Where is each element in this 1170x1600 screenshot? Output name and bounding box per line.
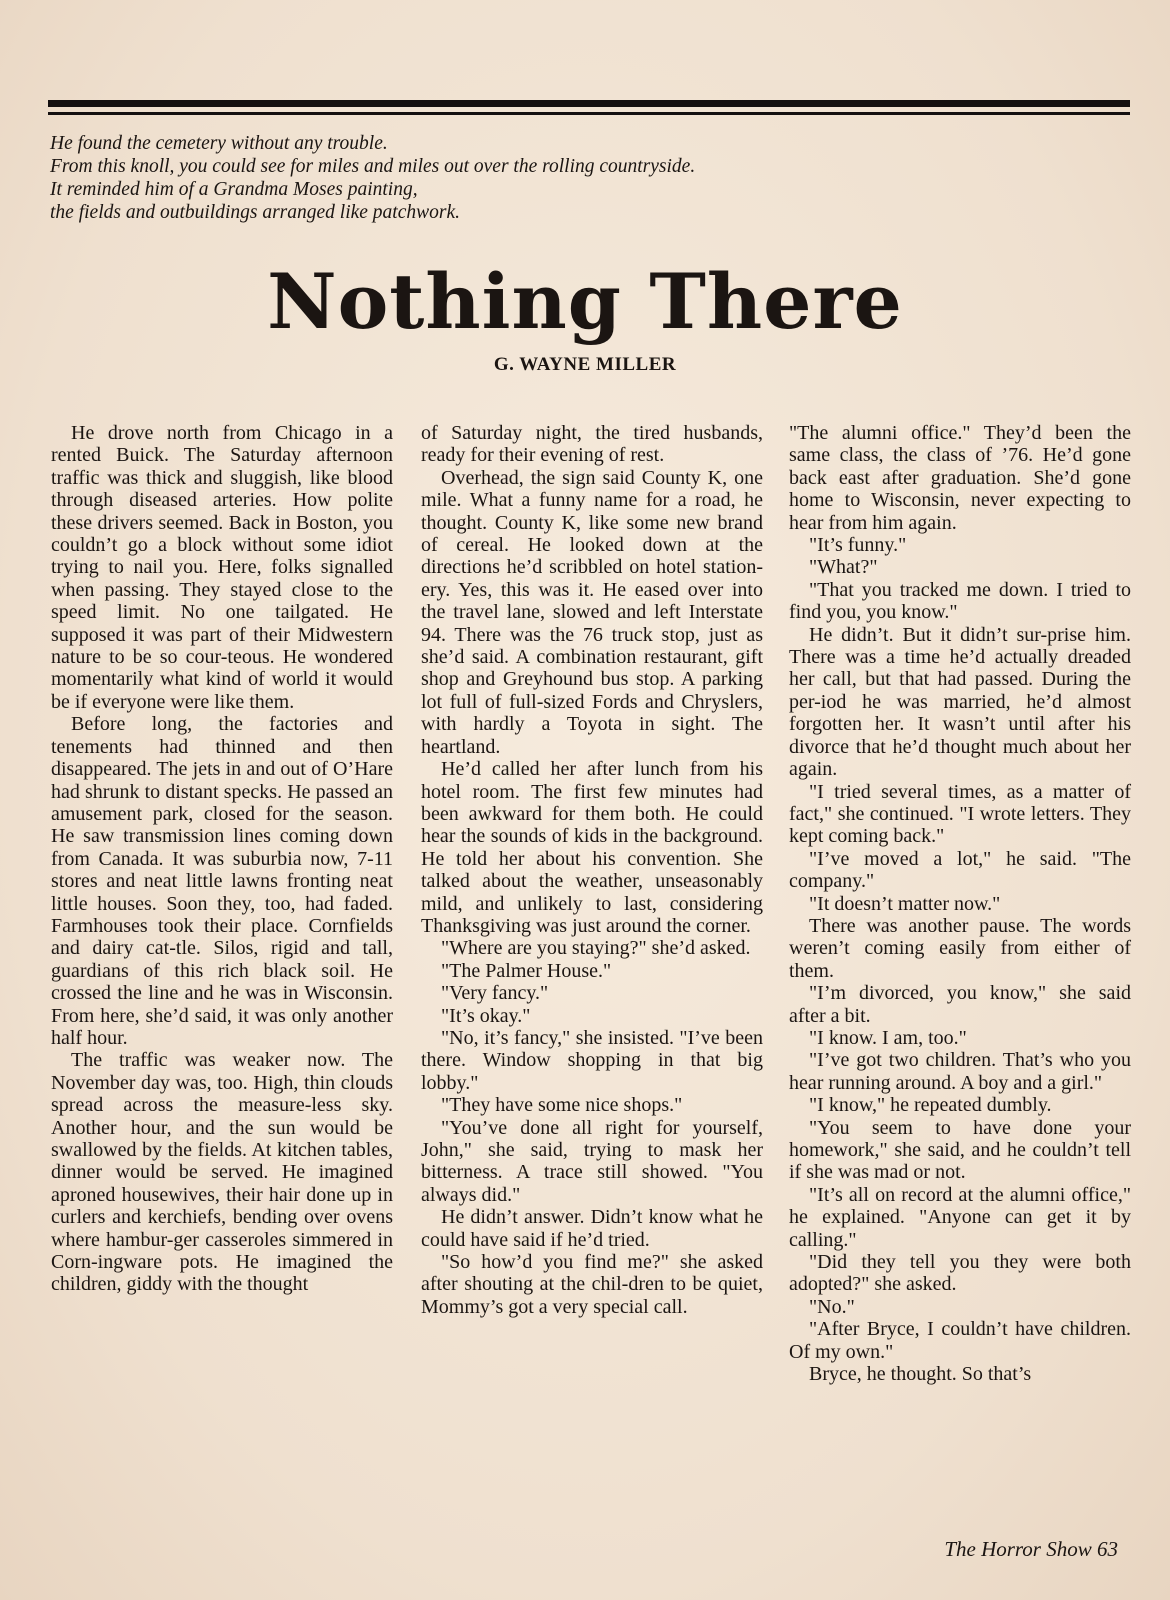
paragraph: "Very fancy."	[441, 982, 549, 1005]
paragraph: Before long, the factories and tenements had thinned and then disappeared. The jets in and out of O’Hare had shrunk to distant specks. He passed an amusement park, closed for the season. He saw transmission lines coming down from Canada. It was suburbia now, 7-11 stores and neat little lawns fronting neat little houses. Soon they, too, had faded. Farmhouses took their place. Cornfields and dairy cat-tle. Silos, rigid and tall, guardians of this rich black soil. He crossed the line and he was in Wisconsin. From here, she’d said, it was only another half hour.	[51, 713, 393, 1049]
epigraph	[50, 132, 1050, 224]
paragraph: He didn’t. But it didn’t sur-prise him. There was a time he’d actually dreaded her call, but that had passed. During the per-iod he was married, he’d almost forgotten her. It wasn’t until after his divorce that he’d thought much about her again.	[789, 623, 1131, 781]
paragraph: "I’ve got two children. That’s who you hear running around. A boy and a girl."	[789, 1049, 1131, 1094]
epigraph-line: It reminded him of a Grandma Moses painting,	[50, 179, 418, 200]
paragraph: "It’s funny."	[809, 534, 907, 557]
text-column-3	[789, 422, 1131, 1385]
paragraph: "The Palmer House."	[441, 959, 612, 982]
paragraph: He drove north from Chicago in a rented Buick. The Saturday afternoon traffic was thick and sluggish, like blood through diseased arteries. How polite these drivers seemed. Back in Boston, you couldn’t go a block without some idiot trying to nail you. Here, folks signalled when passing. They stayed close to the speed limit. No one tailgated. He supposed it was part of their Midwestern nature to be so cour-teous. He wondered momentarily what kind of world it would be if everyone were like them.	[51, 422, 393, 713]
paragraph: "That you tracked me down. I tried to find you, you know."	[789, 578, 1131, 624]
paragraph: "You seem to have done your homework," she said, and he couldn’t tell if she was mad or not.	[789, 1116, 1131, 1184]
paragraph: "After Bryce, I couldn’t have children. Of my own."	[789, 1318, 1131, 1363]
epigraph-line: From this knoll, you could see for miles and miles out over the rolling countryside.	[50, 156, 696, 177]
paragraph: He didn’t answer. Didn’t know what he could have said if he’d tried.	[421, 1206, 763, 1251]
paragraph: "I know," he repeated dumbly.	[809, 1094, 1052, 1117]
paragraph: "I tried several times, as a matter of fact," she continued. "I wrote letters. They kept coming back."	[789, 780, 1131, 848]
paragraph: The traffic was weaker now. The November day was, too. High, thin clouds spread across the measure-less sky. Another hour, and the sun would be swallowed by the fields. At kitchen tables, dinner would be served. He imagined aproned housewives, their hair done up in curlers and kerchiefs, bending over ovens where hambur-ger casseroles simmered in Corn-ingware pots. He imagined the children, giddy with the thought	[51, 1049, 393, 1296]
paragraph: "It’s okay."	[441, 1004, 531, 1027]
paragraph: "I know. I am, too."	[809, 1026, 967, 1049]
paragraph: There was another pause. The words weren’t coming easily from either of them.	[789, 914, 1131, 982]
paragraph: "I’ve moved a lot," he said. "The company."	[789, 847, 1131, 893]
header-rule-thick	[48, 100, 1130, 107]
text-column-2	[421, 422, 763, 1318]
paragraph: Bryce, he thought. So that’s	[809, 1363, 1032, 1386]
paragraph: of Saturday night, the tired husbands, ready for their evening of rest.	[421, 422, 763, 467]
author-byline: G. WAYNE MILLER	[493, 354, 677, 375]
paragraph: "I’m divorced, you know," she said after a bit.	[789, 982, 1131, 1027]
story-title: Nothing There	[267, 257, 903, 346]
paragraph: "So how’d you find me?" she asked after shouting at the chil-dren to be quiet, Mommy’s got a very special call.	[421, 1251, 763, 1318]
epigraph-line: He found the cemetery without any trouble.	[50, 133, 388, 154]
paragraph: "What?"	[809, 556, 878, 579]
paragraph: "Where are you staying?" she’d asked.	[441, 937, 751, 960]
paragraph: He’d called her after lunch from his hotel room. The first few minutes had been awkward for them both. He could hear the sounds of kids in the background. He told her about his convention. She talked about the weather, unseasonably mild, and unlikely to last, considering Thanksgiving was just around the corner.	[421, 758, 763, 937]
paragraph: "It’s all on record at the alumni office," he explained. "Anyone can get it by calling."	[789, 1183, 1131, 1251]
paragraph: "No, it’s fancy," she insisted. "I’ve been there. Window shopping in that big lobby."	[421, 1026, 763, 1094]
paragraph: "They have some nice shops."	[441, 1094, 683, 1117]
text-column-1	[51, 422, 393, 1296]
paragraph: "No."	[809, 1295, 855, 1318]
epigraph-line: the fields and outbuildings arranged like patchwork.	[50, 202, 461, 223]
header-rule-thin	[48, 112, 1130, 115]
paragraph: "You’ve done all right for yourself, John," she said, trying to mask her bitterness. A trace still showed. "You always did."	[421, 1116, 763, 1206]
paragraph: "The alumni office." They’d been the same class, the class of ’76. He’d gone back east after graduation. She’d gone home to Wisconsin, never expecting to hear from him again.	[789, 422, 1131, 534]
paragraph: "Did they tell you they were both adopted?" she asked.	[789, 1251, 1131, 1296]
paragraph: Overhead, the sign said County K, one mile. What a funny name for a road, he thought. County K, like some new brand of cereal. He looked down at the directions he’d scribbled on hotel station-ery. Yes, this was it. He eased over into the travel lane, slowed and left Interstate 94. There was the 76 truck stop, just as she’d said. A combination restaurant, gift shop and Greyhound bus stop. A parking lot full of full-sized Fords and Chryslers, with hardly a Toyota in sight. The heartland.	[421, 466, 763, 758]
page-footer: The Horror Show 63	[944, 1537, 1118, 1561]
paragraph: "It doesn’t matter now."	[809, 892, 1001, 915]
